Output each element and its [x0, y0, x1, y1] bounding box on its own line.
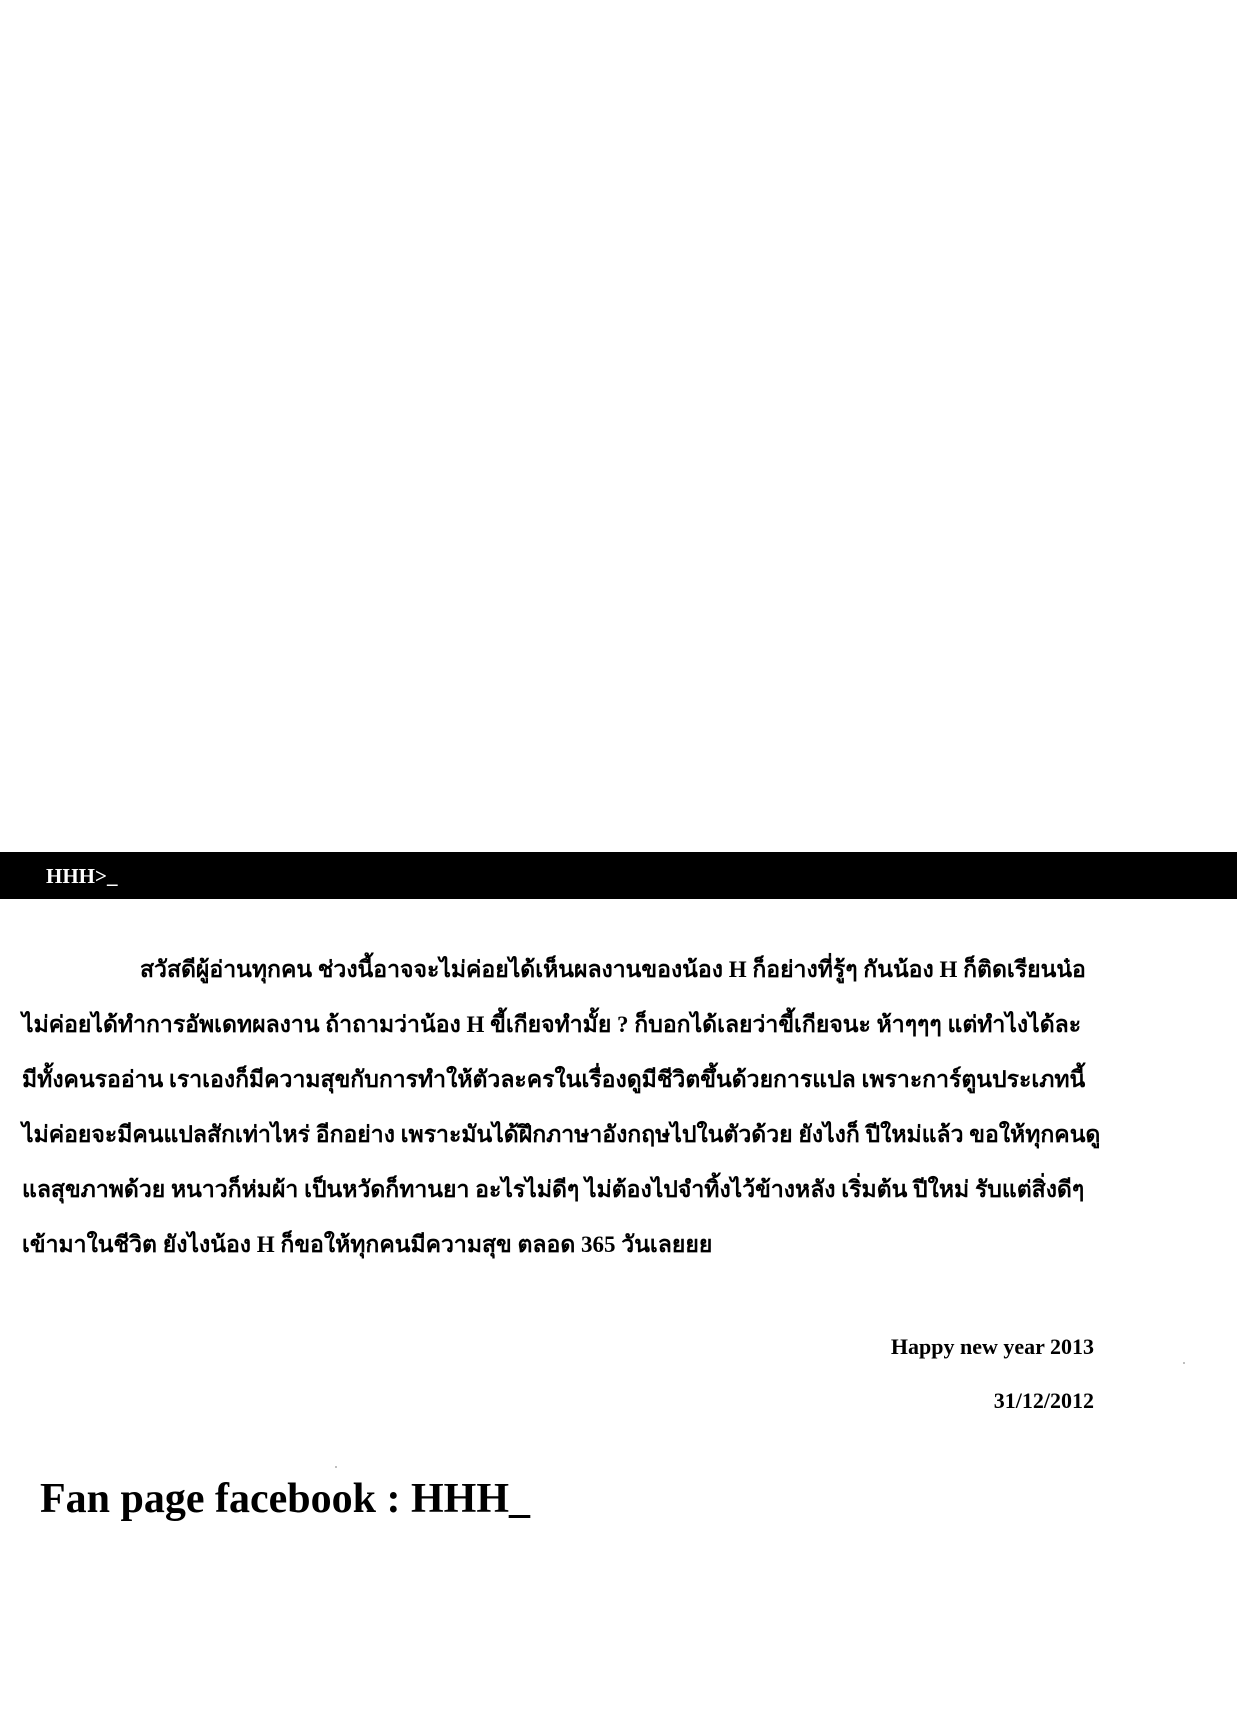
- letter-line-1: สวัสดีผู้อ่านทุกคน ช่วงนี้อาจจะไม่ค่อยได้เห็นผลงานของน้อง H ก็อย่างที่รู้ๆ กันน้อง H ก็ติดเรียนน๋อ: [140, 957, 1086, 982]
- scan-speck: [335, 1466, 337, 1468]
- header-bar: [0, 852, 1237, 899]
- letter-line-2: ไม่ค่อยได้ทำการอัพเดทผลงาน ถ้าถามว่าน้อง H ขี้เกียจทำมั้ย ? ก็บอกได้เลยว่าขี้เกียจนะ ห้าๆๆๆ แต่ทำไงได้ละ: [22, 1012, 1082, 1037]
- letter-line-5: แลสุขภาพด้วย หนาวก็ห่มผ้า เป็นหวัดก็ทานยา อะไรไม่ดีๆ ไม่ต้องไปจำทิ้งไว้ข้างหลัง เริ่มต้น ปีใหม่ รับแต่สิ่งดีๆ: [22, 1177, 1085, 1202]
- letter-line-3: มีทั้งคนรออ่าน เราเองก็มีความสุขกับการทำให้ตัวละครในเรื่องดูมีชีวิตขึ้นด้วยการแปล เพราะการ์ตูนประเภทนี้: [22, 1067, 1086, 1092]
- scan-speck: [1183, 1362, 1185, 1364]
- header-title: HHH>_: [46, 864, 118, 888]
- letter-line-6: เข้ามาในชีวิต ยังไงน้อง H ก็ขอให้ทุกคนมีความสุข ตลอด 365 วันเลยยย: [22, 1232, 713, 1257]
- fanpage-credit: Fan page facebook : HHH_: [40, 1476, 530, 1522]
- new-year-greeting: Happy new year 2013: [890, 1334, 1094, 1359]
- letter-line-4: ไม่ค่อยจะมีคนแปลสักเท่าไหร่ อีกอย่าง เพราะมันได้ฝึกภาษาอังกฤษไปในตัวด้วย ยังไงก็ ปีใหม่แล้ว ขอให้ทุกคนดู: [22, 1122, 1101, 1147]
- letter-date: 31/12/2012: [993, 1388, 1094, 1413]
